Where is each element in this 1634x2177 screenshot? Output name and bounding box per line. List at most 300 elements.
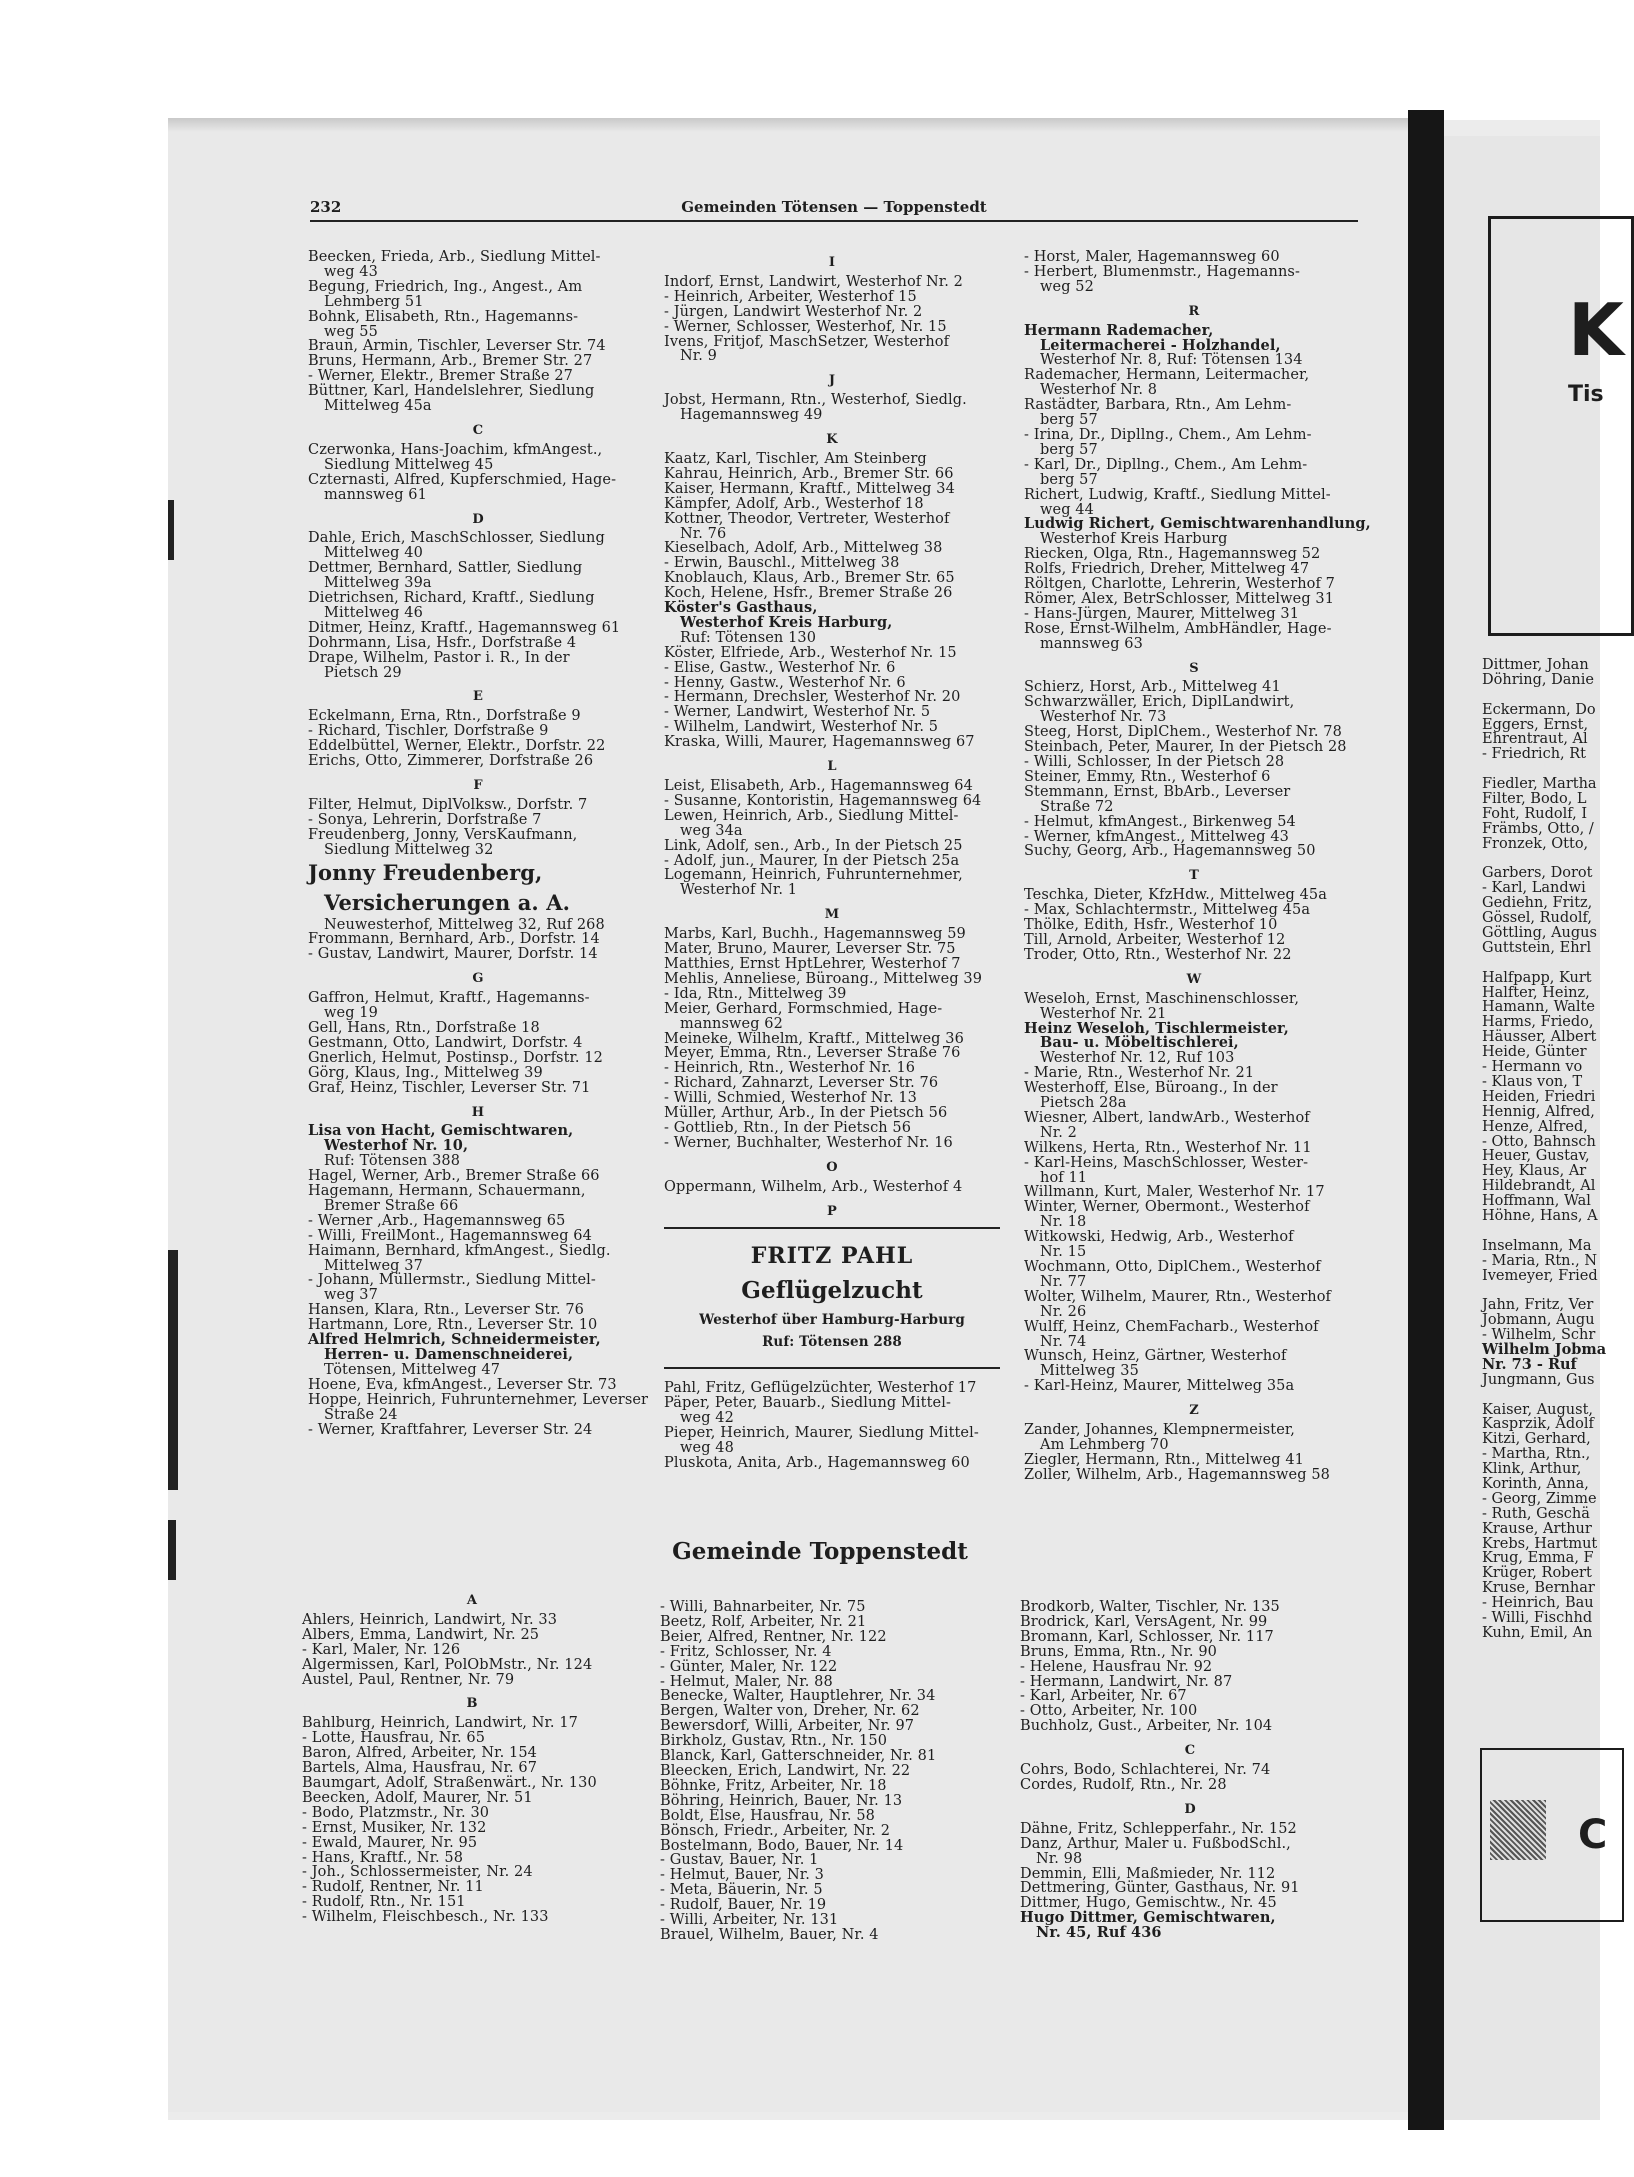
letter-heading: B xyxy=(466,1696,478,1712)
entry-line: Bruns, Emma, Rtn., Nr. 90 xyxy=(1020,1643,1217,1660)
entry-line: Ruf: Tötensen 388 xyxy=(324,1153,461,1170)
right-page-entry xyxy=(1482,1388,1606,1403)
entry-line: Graf, Heinz, Tischler, Leverser Str. 71 xyxy=(308,1079,591,1096)
entry-line: - Werner, Buchhalter, Westerhof Nr. 16 xyxy=(664,1134,953,1151)
entry-line: - Adolf, jun., Maurer, In der Pietsch 25a xyxy=(664,852,960,869)
entry-line: Braun, Armin, Tischler, Leverser Str. 74 xyxy=(308,338,606,355)
right-page-entry: Kasprzik, Adolf xyxy=(1482,1416,1594,1433)
entry-line: Siedlung Mittelweg 45 xyxy=(324,456,494,473)
entry-line: - Sonya, Lehrerin, Dorfstraße 7 xyxy=(308,811,542,828)
entry-line: - Karl-Heins, MaschSchlosser, Wester- xyxy=(1024,1154,1309,1171)
entry-line: Pluskota, Anita, Arb., Hagemannsweg 60 xyxy=(664,1455,970,1471)
entry-line: Haimann, Bernhard, kfmAngest., Siedlg. xyxy=(308,1242,611,1259)
entry-line: weg 42 xyxy=(680,1410,734,1427)
entry-line: Hagel, Werner, Arb., Bremer Straße 66 xyxy=(308,1168,600,1185)
entry-line: Teschka, Dieter, KfzHdw., Mittelweg 45a xyxy=(1024,887,1328,904)
right-page-entry: Eggers, Ernst, xyxy=(1482,716,1589,733)
right-page-entry: Höhne, Hans, A xyxy=(1482,1207,1598,1224)
right-page-entry: Krebs, Hartmut xyxy=(1482,1535,1598,1552)
ad-phone: Ruf: Tötensen 288 xyxy=(762,1334,902,1351)
entry-line: - Hermann, Landwirt, Nr. 87 xyxy=(1020,1673,1233,1690)
directory-column-1 xyxy=(308,250,648,1437)
book-gutter xyxy=(1408,110,1444,2130)
entry-line: Meier, Gerhard, Formschmied, Hage- xyxy=(664,1000,943,1017)
letter-heading: D xyxy=(1184,1801,1196,1817)
entry-line: Steeg, Horst, DiplChem., Westerhof Nr. 78 xyxy=(1024,724,1342,741)
right-page-ad-frame xyxy=(1488,216,1634,636)
entry-line: Gaffron, Helmut, Kraftf., Hagemanns- xyxy=(308,990,590,1007)
entry-line: - Irina, Dr., Dipllng., Chem., Am Lehm- xyxy=(1024,426,1312,443)
right-page-entry: Jungmann, Gus xyxy=(1482,1371,1595,1388)
entry-line: Westerhoff, Else, Büroang., In der xyxy=(1024,1080,1278,1097)
right-page-halftone-box xyxy=(1490,1800,1546,1860)
bold-entry-line: Westerhof Nr. 10, xyxy=(324,1137,469,1155)
entry-line: Brodkorb, Walter, Tischler, Nr. 135 xyxy=(1020,1599,1280,1615)
directory-column-3 xyxy=(1024,249,1371,1483)
entry-line: Drape, Wilhelm, Pastor i. R., In der xyxy=(308,649,570,666)
entry-line: Hoppe, Heinrich, Fuhrunternehmer, Leverser xyxy=(308,1391,649,1408)
entry-line: Brodrick, Karl, VersAgent, Nr. 99 xyxy=(1020,1613,1268,1630)
entry-line: Dettmer, Bernhard, Sattler, Siedlung xyxy=(308,560,583,577)
right-page-entry: Foht, Rudolf, I xyxy=(1482,805,1588,822)
entry-line: Ziegler, Hermann, Rtn., Mittelweg 41 xyxy=(1024,1451,1304,1468)
entry-line: - Hans, Kraftf., Nr. 58 xyxy=(302,1849,464,1866)
entry-line: Filter, Helmut, DiplVolksw., Dorfstr. 7 xyxy=(308,796,588,813)
ad-business: Geflügelzucht xyxy=(741,1277,923,1305)
entry-line: Bönsch, Friedr., Arbeiter, Nr. 2 xyxy=(660,1822,891,1839)
right-page-entry: Harms, Friedo, xyxy=(1482,1014,1594,1031)
entry-line: Indorf, Ernst, Landwirt, Westerhof Nr. 2 xyxy=(664,273,963,290)
entry-line: Czternasti, Alfred, Kupferschmied, Hage- xyxy=(308,471,617,488)
right-page-entry: - Karl, Landwi xyxy=(1482,880,1586,897)
entry-line: Knoblauch, Klaus, Arb., Bremer Str. 65 xyxy=(664,570,955,587)
entry-line: - Henny, Gastw., Westerhof Nr. 6 xyxy=(664,674,906,691)
entry-line: - Willi, Arbeiter, Nr. 131 xyxy=(660,1912,839,1929)
right-page-entry: - Klaus von, T xyxy=(1482,1073,1583,1090)
fritz-pahl-ad xyxy=(664,1227,1000,1369)
entry-line: Lewen, Heinrich, Arb., Siedlung Mittel- xyxy=(664,807,959,824)
entry-line: - Heinrich, Rtn., Westerhof Nr. 16 xyxy=(664,1060,916,1077)
entry-line: Steiner, Emmy, Rtn., Westerhof 6 xyxy=(1024,768,1271,785)
right-page-entry: Eckermann, Do xyxy=(1482,701,1596,718)
entry-line: Röltgen, Charlotte, Lehrerin, Westerhof 7 xyxy=(1024,576,1335,593)
entry-line: Schierz, Horst, Arb., Mittelweg 41 xyxy=(1024,679,1281,696)
entry-line: - Richard, Tischler, Dorfstraße 9 xyxy=(308,723,549,740)
bold-entry-line: Köster's Gasthaus, xyxy=(664,599,818,617)
entry-line: - Bodo, Platzmstr., Nr. 30 xyxy=(302,1804,490,1821)
entry-line: Algermissen, Karl, PolObMstr., Nr. 124 xyxy=(302,1656,593,1673)
entry-line: - Hans-Jürgen, Maurer, Mittelweg 31 xyxy=(1024,605,1300,622)
bold-entry-line: Heinz Weseloh, Tischlermeister, xyxy=(1024,1019,1289,1037)
letter-heading: W xyxy=(1186,971,1202,987)
right-page-ad-subtitle: Tis xyxy=(1568,382,1604,407)
entry-line: - Richard, Zahnarzt, Leverser Str. 76 xyxy=(664,1075,939,1092)
entry-line: Römer, Alex, BetrSchlosser, Mittelweg 31 xyxy=(1024,590,1335,607)
entry-line: Bruns, Hermann, Arb., Bremer Str. 27 xyxy=(308,353,593,370)
entry-line: Oppermann, Wilhelm, Arb., Westerhof 4 xyxy=(664,1178,963,1195)
entry-line: Czerwonka, Hans-Joachim, kfmAngest., xyxy=(308,441,603,458)
binding-mark xyxy=(168,1250,178,1490)
entry-line: Ditmer, Heinz, Kraftf., Hagemannsweg 61 xyxy=(308,619,621,636)
right-page-entry xyxy=(1482,852,1606,867)
right-page-entry: Döhring, Danie xyxy=(1482,671,1594,688)
entry-line: Blanck, Karl, Gatterschneider, Nr. 81 xyxy=(660,1748,937,1765)
entry-line: Pietsch 28a xyxy=(1040,1095,1127,1112)
entry-line: Schwarzwäller, Erich, DiplLandwirt, xyxy=(1024,694,1295,711)
bold-entry-line: Nr. 45, Ruf 436 xyxy=(1036,1924,1162,1942)
entry-line: Nr. 74 xyxy=(1040,1333,1087,1350)
entry-line: Ahlers, Heinrich, Landwirt, Nr. 33 xyxy=(302,1611,558,1628)
right-page-entry: Kruse, Bernhar xyxy=(1482,1580,1595,1597)
entry-line: weg 43 xyxy=(324,263,378,280)
entry-line: - Heinrich, Arbeiter, Westerhof 15 xyxy=(664,288,917,305)
right-page-entry xyxy=(1482,1224,1606,1239)
letter-heading: K xyxy=(826,432,838,448)
entry-line: Hagemannsweg 49 xyxy=(680,407,823,424)
right-page-entry: Krüger, Robert xyxy=(1482,1565,1592,1582)
entry-line: Köster, Elfriede, Arb., Westerhof Nr. 15 xyxy=(664,644,957,661)
letter-heading: S xyxy=(1189,660,1199,676)
entry-line: Demmin, Elli, Maßmieder, Nr. 112 xyxy=(1020,1865,1276,1882)
entry-line: Bahlburg, Heinrich, Landwirt, Nr. 17 xyxy=(302,1715,578,1732)
page-header xyxy=(310,196,1358,220)
right-page-entry: Hildebrandt, Al xyxy=(1482,1178,1596,1195)
right-page-entry: Klink, Arthur, xyxy=(1482,1461,1582,1478)
entry-line: Dittmer, Hugo, Gemischtw., Nr. 45 xyxy=(1020,1895,1277,1912)
entry-line: - Lotte, Hausfrau, Nr. 65 xyxy=(302,1730,486,1747)
entry-line: Kahrau, Heinrich, Arb., Bremer Str. 66 xyxy=(664,465,954,482)
entry-line: Hartmann, Lore, Rtn., Leverser Str. 10 xyxy=(308,1317,598,1334)
entry-line: Dietrichsen, Richard, Kraftf., Siedlung xyxy=(308,590,595,607)
entry-line: Bleecken, Erich, Landwirt, Nr. 22 xyxy=(660,1762,911,1779)
entry-line: Nr. 15 xyxy=(1040,1244,1087,1261)
right-page-entry: Krug, Emma, F xyxy=(1482,1550,1594,1567)
binding-mark xyxy=(168,500,174,560)
entry-line: berg 57 xyxy=(1040,441,1098,458)
entry-line: Logemann, Heinrich, Fuhrunternehmer, xyxy=(664,867,963,884)
entry-line: Mater, Bruno, Maurer, Leverser Str. 75 xyxy=(664,941,956,958)
entry-line: Wulff, Heinz, ChemFacharb., Westerhof xyxy=(1024,1318,1319,1335)
entry-line: Mittelweg 39a xyxy=(324,575,432,592)
entry-line: - Willi, Schlosser, In der Pietsch 28 xyxy=(1024,754,1285,770)
entry-line: - Werner ,Arb., Hagemannsweg 65 xyxy=(308,1212,566,1229)
entry-line: - Willi, Schmied, Westerhof Nr. 13 xyxy=(664,1090,918,1107)
entry-line: - Karl-Heinz, Maurer, Mittelweg 35a xyxy=(1024,1378,1295,1395)
entry-line: Pieper, Heinrich, Maurer, Siedlung Mittel- xyxy=(664,1425,979,1442)
entry-line: - Karl, Dr., Dipllng., Chem., Am Lehm- xyxy=(1024,456,1308,473)
entry-line: - Ewald, Maurer, Nr. 95 xyxy=(302,1834,478,1851)
right-page-entry: Dittmer, Johan xyxy=(1482,657,1589,673)
entry-line: weg 52 xyxy=(1040,278,1094,295)
entry-line: Gestmann, Otto, Landwirt, Dorfstr. 4 xyxy=(308,1034,583,1051)
right-page-entry: - Wilhelm, Schr xyxy=(1482,1327,1596,1344)
right-page-entry: Inselmann, Ma xyxy=(1482,1237,1592,1254)
entry-line: Nr. 98 xyxy=(1036,1850,1083,1867)
entry-line: Dahle, Erich, MaschSchlosser, Siedlung xyxy=(308,530,605,547)
right-page-entry: Främbs, Otto, / xyxy=(1482,820,1594,837)
entry-line: Birkholz, Gustav, Rtn., Nr. 150 xyxy=(660,1733,888,1750)
entry-line: - Erwin, Bauschl., Mittelweg 38 xyxy=(664,555,900,572)
right-page-entry: Henze, Alfred, xyxy=(1482,1118,1588,1135)
right-page-entry: - Willi, Fischhd xyxy=(1482,1610,1593,1626)
entry-line: Westerhof Nr. 8 xyxy=(1040,382,1158,399)
entry-line: - Gustav, Bauer, Nr. 1 xyxy=(660,1852,819,1869)
right-page-entry: Filter, Bodo, L xyxy=(1482,791,1587,808)
entry-line: Buchholz, Gust., Arbeiter, Nr. 104 xyxy=(1020,1718,1273,1735)
entry-line: - Günter, Maler, Nr. 122 xyxy=(660,1658,838,1675)
entry-line: Straße 24 xyxy=(324,1406,398,1423)
entry-line: Beetz, Rolf, Arbeiter, Nr. 21 xyxy=(660,1613,867,1630)
letter-heading: J xyxy=(828,373,836,389)
entry-line: - Hermann, Drechsler, Westerhof Nr. 20 xyxy=(664,689,961,706)
letter-heading: P xyxy=(827,1203,837,1219)
entry-line: Baumgart, Adolf, Straßenwärt., Nr. 130 xyxy=(302,1774,597,1791)
bold-entry-line: Westerhof Kreis Harburg, xyxy=(680,613,893,631)
letter-heading: H xyxy=(471,1104,485,1120)
entry-line: - Werner, Schlosser, Westerhof, Nr. 15 xyxy=(664,318,947,335)
entry-line: Mehlis, Anneliese, Büroang., Mittelweg 39 xyxy=(664,970,983,987)
entry-line: - Max, Schlachtermstr., Mittelweg 45a xyxy=(1024,902,1311,919)
entry-line: weg 44 xyxy=(1040,501,1094,518)
entry-line: - Elise, Gastw., Westerhof Nr. 6 xyxy=(664,659,896,676)
entry-line: Danz, Arthur, Maler u. FußbodSchl., xyxy=(1020,1835,1291,1852)
right-page-entry: Korinth, Anna, xyxy=(1482,1475,1589,1492)
entry-line: Straße 72 xyxy=(1040,798,1114,815)
entry-line: Wiesner, Albert, landwArb., Westerhof xyxy=(1024,1109,1310,1126)
letter-heading: Z xyxy=(1189,1403,1199,1419)
entry-line: Gell, Hans, Rtn., Dorfstraße 18 xyxy=(308,1019,540,1036)
entry-line: Thölke, Edith, Hsfr., Westerhof 10 xyxy=(1024,917,1278,934)
entry-line: mannsweg 62 xyxy=(680,1015,783,1032)
entry-line: Päper, Peter, Bauarb., Siedlung Mittel- xyxy=(664,1395,951,1412)
entry-line: Stemmann, Ernst, BbArb., Leverser xyxy=(1024,783,1291,800)
entry-line: Rolfs, Friedrich, Dreher, Mittelweg 47 xyxy=(1024,561,1310,578)
display-ad-line: Versicherungen a. A. xyxy=(324,889,571,915)
letter-heading: I xyxy=(828,255,836,270)
ad-address: Westerhof über Hamburg-Harburg xyxy=(699,1312,965,1329)
entry-line: - Werner, Landwirt, Westerhof Nr. 5 xyxy=(664,704,931,721)
right-page-entry: Kitzi, Gerhard, xyxy=(1482,1431,1591,1448)
right-page-entry: Heide, Günter xyxy=(1482,1044,1587,1061)
entry-line: Meineke, Wilhelm, Kraftf., Mittelweg 36 xyxy=(664,1030,964,1047)
column-2-bottom xyxy=(664,1381,1000,1470)
right-page-entry: - Martha, Rtn., xyxy=(1482,1446,1591,1463)
entry-line: Kämpfer, Adolf, Arb., Westerhof 18 xyxy=(664,495,924,512)
entry-line: Link, Adolf, sen., Arb., In der Pietsch 25 xyxy=(664,837,963,854)
entry-line: Kottner, Theodor, Vertreter, Westerhof xyxy=(664,510,950,527)
entry-line: - Johann, Müllermstr., Siedlung Mittel- xyxy=(308,1272,596,1289)
entry-line: weg 48 xyxy=(680,1440,734,1457)
entry-line: Eckelmann, Erna, Rtn., Dorfstraße 9 xyxy=(308,708,581,725)
entry-line: - Ida, Rtn., Mittelweg 39 xyxy=(664,985,847,1002)
entry-line: Bostelmann, Bodo, Bauer, Nr. 14 xyxy=(660,1837,904,1854)
entry-line: - Werner, Elektr., Bremer Straße 27 xyxy=(308,368,574,385)
entry-line: - Karl, Arbeiter, Nr. 67 xyxy=(1020,1688,1187,1705)
entry-line: Steinbach, Peter, Maurer, In der Pietsch 28 xyxy=(1024,739,1347,756)
right-page-entry: Kuhn, Emil, An xyxy=(1482,1624,1593,1641)
entry-line: Bohnk, Elisabeth, Rtn., Hagemanns- xyxy=(308,308,579,325)
entry-line: - Joh., Schlossermeister, Nr. 24 xyxy=(302,1864,533,1881)
entry-line: Nr. 76 xyxy=(680,525,727,542)
entry-line: weg 34a xyxy=(680,822,743,839)
right-page-entry: - Ruth, Geschä xyxy=(1482,1505,1590,1522)
page-number: 232 xyxy=(310,198,342,216)
entry-line: - Werner, Kraftfahrer, Leverser Str. 24 xyxy=(308,1421,593,1438)
entry-line: Mittelweg 45a xyxy=(324,398,432,415)
entry-line: Beier, Alfred, Rentner, Nr. 122 xyxy=(660,1628,887,1645)
entry-line: Pahl, Fritz, Geflügelzüchter, Westerhof 17 xyxy=(664,1380,977,1397)
entry-line: Lehmberg 51 xyxy=(324,293,424,310)
entry-line: Böhring, Heinrich, Bauer, Nr. 13 xyxy=(660,1792,903,1809)
entry-line: - Ernst, Musiker, Nr. 132 xyxy=(302,1819,487,1836)
entry-line: weg 37 xyxy=(324,1287,378,1304)
toppenstedt-column-3 xyxy=(1020,1600,1360,1941)
entry-line: Westerhof Kreis Harburg xyxy=(1040,531,1228,548)
letter-heading: A xyxy=(466,1593,478,1608)
right-page-entry: Fiedler, Martha xyxy=(1482,776,1597,793)
right-page-entry: Gössel, Rudolf, xyxy=(1482,910,1592,927)
entry-line: Wunsch, Heinz, Gärtner, Westerhof xyxy=(1024,1348,1287,1365)
right-page-entry xyxy=(1482,956,1606,971)
entry-line: Görg, Klaus, Ing., Mittelweg 39 xyxy=(308,1064,543,1081)
right-page-entry: Heiden, Friedri xyxy=(1482,1088,1596,1105)
entry-line: weg 19 xyxy=(324,1005,378,1022)
entry-line: Westerhof Nr. 21 xyxy=(1040,1005,1167,1022)
entry-line: Gnerlich, Helmut, Postinsp., Dorfstr. 12 xyxy=(308,1049,604,1066)
entry-line: Suchy, Georg, Arb., Hagemannsweg 50 xyxy=(1024,843,1316,860)
letter-heading: R xyxy=(1188,303,1200,319)
right-page-entry: Kaiser, August, xyxy=(1482,1401,1594,1418)
entry-line: Eddelbüttel, Werner, Elektr., Dorfstr. 22 xyxy=(308,738,606,755)
entry-line: Müller, Arthur, Arb., In der Pietsch 56 xyxy=(664,1105,948,1122)
entry-line: Mittelweg 40 xyxy=(324,545,423,562)
right-page-entry: Wilhelm Jobma xyxy=(1482,1340,1607,1358)
letter-heading: T xyxy=(1189,868,1199,884)
entry-line: - Herbert, Blumenmstr., Hagemanns- xyxy=(1024,263,1300,280)
letter-heading: C xyxy=(1184,1743,1196,1759)
entry-line: Mittelweg 46 xyxy=(324,604,423,621)
entry-line: Zoller, Wilhelm, Arb., Hagemannsweg 58 xyxy=(1024,1466,1330,1483)
entry-line: Bewersdorf, Willi, Arbeiter, Nr. 97 xyxy=(660,1718,915,1735)
entry-line: Beecken, Frieda, Arb., Siedlung Mittel- xyxy=(308,249,601,265)
entry-line: Riecken, Olga, Rtn., Hagemannsweg 52 xyxy=(1024,546,1321,563)
entry-line: berg 57 xyxy=(1040,471,1098,488)
right-page-entry: Fronzek, Otto, xyxy=(1482,835,1589,852)
entry-line: Pietsch 29 xyxy=(324,664,402,681)
entry-line: - Willi, Bahnarbeiter, Nr. 75 xyxy=(660,1599,866,1615)
entry-line: hof 11 xyxy=(1040,1169,1088,1186)
bold-entry-line: Alfred Helmrich, Schneidermeister, xyxy=(308,1331,601,1349)
entry-line: Benecke, Walter, Hauptlehrer, Nr. 34 xyxy=(660,1688,936,1705)
entry-line: - Wilhelm, Landwirt, Westerhof Nr. 5 xyxy=(664,719,939,736)
entry-line: Winter, Werner, Obermont., Westerhof xyxy=(1024,1199,1310,1216)
right-page-entry: Hennig, Alfred, xyxy=(1482,1103,1595,1120)
entry-line: Cordes, Rudolf, Rtn., Nr. 28 xyxy=(1020,1776,1227,1793)
entry-line: - Karl, Maler, Nr. 126 xyxy=(302,1641,461,1658)
entry-line: Nr. 18 xyxy=(1040,1214,1087,1231)
entry-line: Bartels, Alma, Hausfrau, Nr. 67 xyxy=(302,1760,538,1777)
right-page-entry: Häusser, Albert xyxy=(1482,1029,1597,1046)
right-page-column xyxy=(1482,658,1606,1641)
right-page-entry: Nr. 73 - Ruf xyxy=(1482,1355,1577,1373)
entry-line: Kaatz, Karl, Tischler, Am Steinberg xyxy=(664,450,927,467)
right-page-entry xyxy=(1482,688,1606,703)
bold-entry-line: Leitermacherei - Holzhandel, xyxy=(1040,336,1281,354)
right-page-entry: Heuer, Gustav, xyxy=(1482,1148,1590,1165)
toppenstedt-column-1 xyxy=(302,1584,642,1925)
entry-line: Ruf: Tötensen 130 xyxy=(680,629,817,646)
display-ad-line: Jonny Freudenberg, xyxy=(308,859,543,885)
entry-line: - Rudolf, Rtn., Nr. 151 xyxy=(302,1894,466,1911)
entry-line: Beecken, Adolf, Maurer, Nr. 51 xyxy=(302,1789,533,1806)
entry-line: Albers, Emma, Landwirt, Nr. 25 xyxy=(302,1626,540,1643)
entry-line: Baron, Alfred, Arbeiter, Nr. 154 xyxy=(302,1745,537,1762)
letter-heading: G xyxy=(472,971,484,987)
entry-line: - Rudolf, Rentner, Nr. 11 xyxy=(302,1879,484,1896)
right-page-entry: Hamann, Walte xyxy=(1482,999,1595,1016)
entry-line: - Werner, kfmAngest., Mittelweg 43 xyxy=(1024,828,1289,845)
letter-heading: E xyxy=(472,689,483,705)
bold-entry-line: Hermann Rademacher, xyxy=(1024,321,1214,339)
entry-line: Marbs, Karl, Buchh., Hagemannsweg 59 xyxy=(664,926,966,943)
toppenstedt-column-2 xyxy=(660,1600,1000,1943)
entry-line: - Gottlieb, Rtn., In der Pietsch 56 xyxy=(664,1119,912,1136)
entry-line: Boldt, Else, Hausfrau, Nr. 58 xyxy=(660,1807,875,1824)
entry-line: Richert, Ludwig, Kraftf., Siedlung Mittel- xyxy=(1024,486,1331,503)
letter-heading: L xyxy=(827,759,837,775)
entry-line: Hansen, Klara, Rtn., Leverser Str. 76 xyxy=(308,1302,584,1319)
bold-entry-line: Bau- u. Möbeltischlerei, xyxy=(1040,1034,1239,1052)
entry-line: Mittelweg 37 xyxy=(324,1257,423,1274)
entry-line: weg 55 xyxy=(324,323,378,340)
entry-line: Matthies, Ernst HptLehrer, Westerhof 7 xyxy=(664,955,961,972)
entry-line: Wolter, Wilhelm, Maurer, Rtn., Westerhof xyxy=(1024,1288,1332,1305)
right-page-big-letter: K xyxy=(1568,288,1624,372)
entry-line: - Helmut, Bauer, Nr. 3 xyxy=(660,1867,824,1884)
entry-line: Nr. 26 xyxy=(1040,1303,1087,1320)
right-page-entry: - Hermann vo xyxy=(1482,1059,1583,1076)
entry-line: Hagemann, Hermann, Schauermann, xyxy=(308,1183,586,1200)
entry-line: Begung, Friedrich, Ing., Angest., Am xyxy=(308,278,583,295)
bold-entry-line: Ludwig Richert, Gemischtwarenhandlung, xyxy=(1024,515,1371,533)
entry-line: Cohrs, Bodo, Schlachterei, Nr. 74 xyxy=(1020,1762,1271,1779)
right-page-entry: Hoffmann, Wal xyxy=(1482,1193,1591,1210)
entry-line: - Helmut, kfmAngest., Birkenweg 54 xyxy=(1024,813,1296,830)
entry-line: - Wilhelm, Fleischbesch., Nr. 133 xyxy=(302,1909,549,1926)
entry-line: Nr. 2 xyxy=(1040,1124,1077,1141)
right-page-entry: Gediehn, Fritz, xyxy=(1482,895,1593,912)
entry-line: Troder, Otto, Rtn., Westerhof Nr. 22 xyxy=(1024,946,1292,963)
right-page-entry: Ehrentraut, Al xyxy=(1482,731,1588,748)
right-page-entry: Hey, Klaus, Ar xyxy=(1482,1163,1587,1180)
entry-line: Bromann, Karl, Schlosser, Nr. 117 xyxy=(1020,1628,1274,1645)
entry-line: Westerhof Nr. 12, Ruf 103 xyxy=(1040,1050,1235,1067)
letter-heading: F xyxy=(473,778,483,793)
entry-line: - Jürgen, Landwirt Westerhof Nr. 2 xyxy=(664,303,923,320)
entry-line: Rastädter, Barbara, Rtn., Am Lehm- xyxy=(1024,397,1292,414)
entry-line: Am Lehmberg 70 xyxy=(1040,1436,1169,1453)
entry-line: Erichs, Otto, Zimmerer, Dorfstraße 26 xyxy=(308,753,594,770)
directory-column-2 xyxy=(664,246,1000,1471)
right-page-entry: - Otto, Bahnsch xyxy=(1482,1133,1596,1150)
entry-line: Frommann, Bernhard, Arb., Dorfstr. 14 xyxy=(308,931,600,948)
entry-line: - Rudolf, Bauer, Nr. 19 xyxy=(660,1897,827,1914)
entry-line: - Fritz, Schlosser, Nr. 4 xyxy=(660,1643,832,1660)
right-page-entry xyxy=(1482,1283,1606,1298)
entry-line: - Marie, Rtn., Westerhof Nr. 21 xyxy=(1024,1065,1255,1082)
entry-line: Brauel, Wilhelm, Bauer, Nr. 4 xyxy=(660,1926,879,1943)
entry-line: mannsweg 61 xyxy=(324,486,427,503)
